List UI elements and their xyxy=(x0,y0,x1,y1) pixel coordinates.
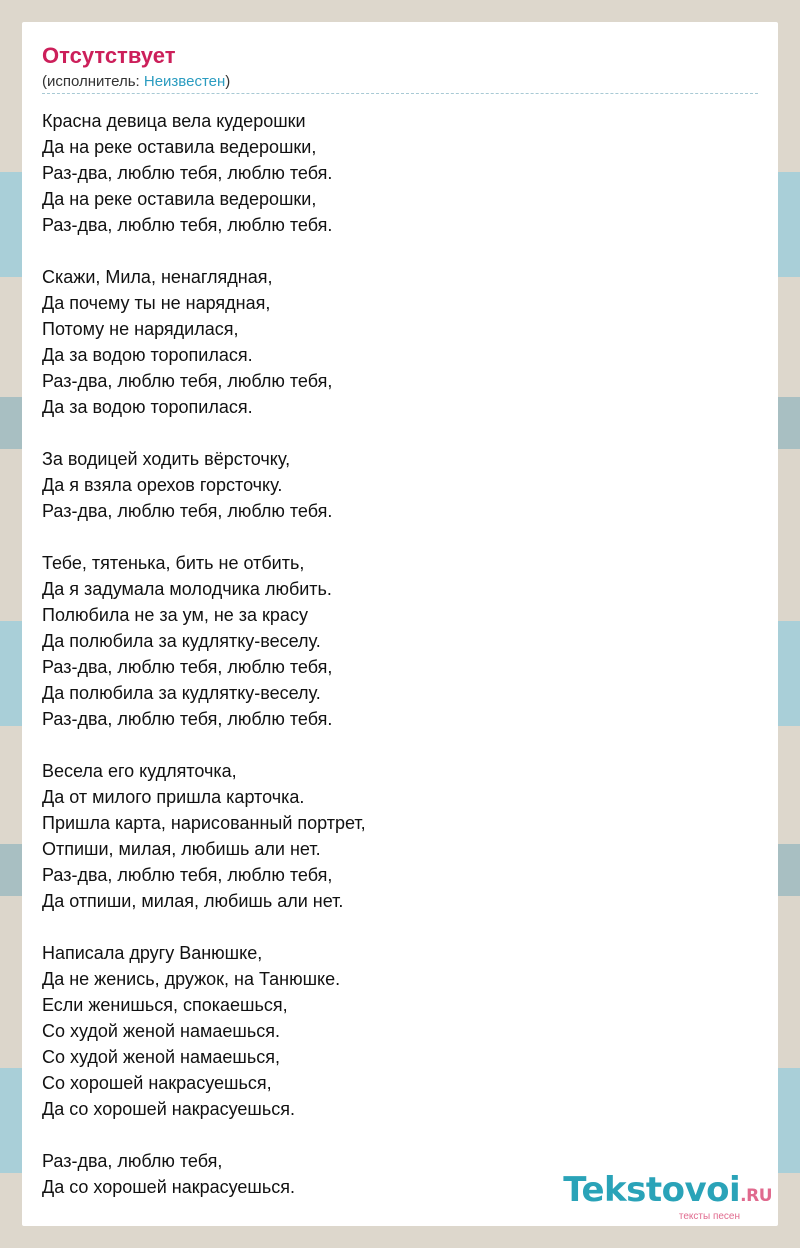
lyrics-line: Раз-два, люблю тебя, люблю тебя, xyxy=(42,865,333,885)
lyrics-stanza xyxy=(42,758,758,914)
lyrics-line: Да полюбила за кудлятку-веселу. xyxy=(42,683,321,703)
song-title: Отсутствует xyxy=(42,43,176,68)
lyrics-line: Красна девица вела кудерошки xyxy=(42,111,306,131)
lyrics-stanza xyxy=(42,108,758,238)
lyrics-line: Отпиши, милая, любишь али нет. xyxy=(42,839,321,859)
lyrics-line: Весела его кудляточка, xyxy=(42,761,237,781)
lyrics-line: Да почему ты не нарядная, xyxy=(42,293,271,313)
lyrics-line: Раз-два, люблю тебя, люблю тебя, xyxy=(42,657,333,677)
lyrics-line: Скажи, Мила, ненаглядная, xyxy=(42,267,273,287)
lyrics-line: Раз-два, люблю тебя, xyxy=(42,1151,223,1171)
site-logo[interactable] xyxy=(563,1170,772,1222)
logo-subtitle: тексты песен xyxy=(678,1211,740,1222)
lyrics-line: Да за водою торопилася. xyxy=(42,345,253,365)
lyrics-line: Пришла карта, нарисованный портрет, xyxy=(42,813,366,833)
lyrics-line: Раз-два, люблю тебя, люблю тебя. xyxy=(42,215,333,235)
lyrics-line: Да на реке оставила ведерошки, xyxy=(42,189,317,209)
lyrics-line: Да отпиши, милая, любишь али нет. xyxy=(42,891,344,911)
lyrics-line: Да со хорошей накрасуешься. xyxy=(42,1177,295,1197)
artist-link[interactable]: Неизвестен xyxy=(143,73,226,90)
artist-line xyxy=(42,72,758,92)
lyrics-stanza xyxy=(42,940,758,1122)
lyrics-line: Раз-два, люблю тебя, люблю тебя. xyxy=(42,709,333,729)
lyrics-line: Да не женись, дружок, на Танюшке. xyxy=(42,969,341,989)
lyrics-line: Да я задумала молодчика любить. xyxy=(42,579,332,599)
dashed-divider xyxy=(42,93,758,94)
lyrics-line: Да за водою торопилася. xyxy=(42,397,253,417)
lyrics-line: Да от милого пришла карточка. xyxy=(42,787,305,807)
lyrics-stanza xyxy=(42,264,758,420)
lyrics-stanza xyxy=(42,550,758,732)
lyrics-line: Со худой женой намаешься. xyxy=(42,1021,280,1041)
lyrics-line: Да со хорошей накрасуешься. xyxy=(42,1099,295,1119)
lyrics-line: Тебе, тятенька, бить не отбить, xyxy=(42,553,305,573)
lyrics-line: Потому не нарядилася, xyxy=(42,319,239,339)
lyrics-line: Полюбила не за ум, не за красу xyxy=(42,605,308,625)
lyrics-line: Да полюбила за кудлятку-веселу. xyxy=(42,631,321,651)
lyrics-line: Да я взяла орехов горсточку. xyxy=(42,475,283,495)
lyrics-line: Раз-два, люблю тебя, люблю тебя. xyxy=(42,501,333,521)
lyrics-line: Да на реке оставила ведерошки, xyxy=(42,137,317,157)
lyrics-line: Написала другу Ванюшке, xyxy=(42,943,263,963)
lyrics-card xyxy=(22,22,778,1226)
lyrics-line: Раз-два, люблю тебя, люблю тебя, xyxy=(42,371,333,391)
artist-suffix: ) xyxy=(225,73,231,90)
lyrics-line: Со хорошей накрасуешься, xyxy=(42,1073,272,1093)
artist-prefix: (исполнитель: xyxy=(42,73,144,90)
lyrics-line: Со худой женой намаешься, xyxy=(42,1047,280,1067)
lyrics-body xyxy=(42,108,758,1200)
logo-tld: .RU xyxy=(740,1186,772,1206)
lyrics-line: Если женишься, спокаешься, xyxy=(42,995,288,1015)
logo-text: Tekstovoi xyxy=(563,1170,741,1210)
lyrics-line: Раз-два, люблю тебя, люблю тебя. xyxy=(42,163,333,183)
lyrics-line: За водицей ходить вёрсточку, xyxy=(42,449,291,469)
lyrics-stanza xyxy=(42,446,758,524)
